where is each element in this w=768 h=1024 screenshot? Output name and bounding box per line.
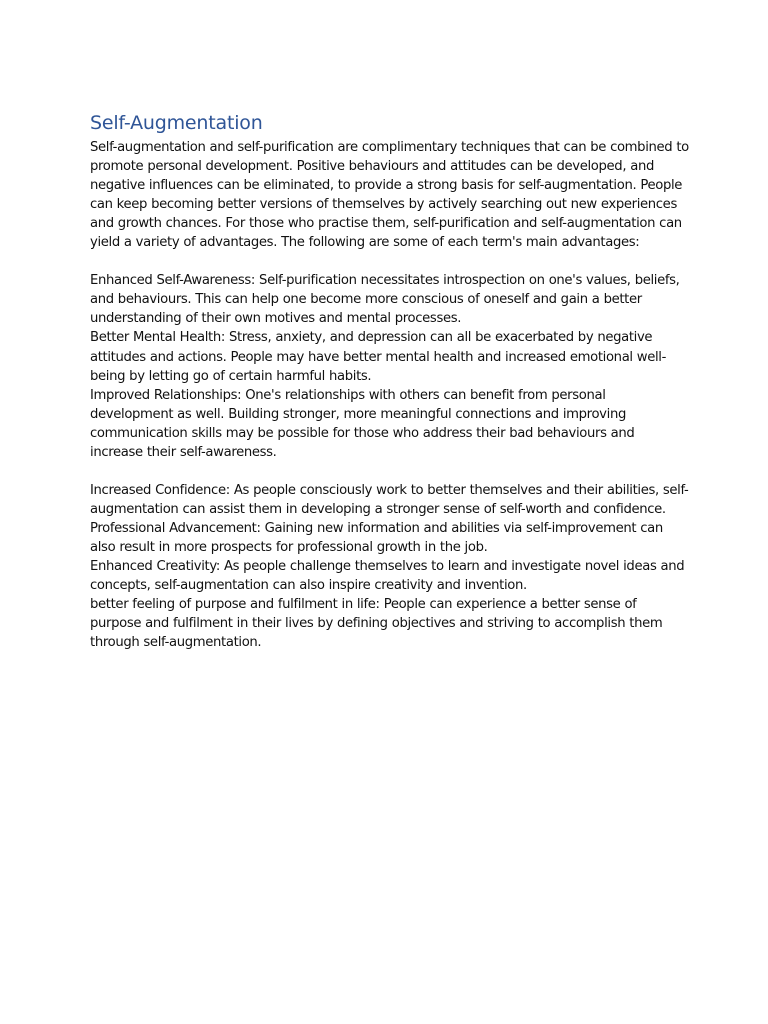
document-body (90, 110, 690, 652)
advantage-self-awareness: Enhanced Self-Awareness: Self-purification necessitates introspection on one's values, beliefs, and behaviours. This can help one become more conscious of oneself and gain a better understanding of their own motives and mental processes. (90, 273, 680, 327)
advantage-confidence: Increased Confidence: As people consciously work to better themselves and their abilities, self-augmentation can assist them in developing a stronger sense of self-worth and confidence. (90, 482, 689, 517)
advantage-mental-health: Better Mental Health: Stress, anxiety, and depression can all be exacerbated by negative attitudes and actions. People may have better mental health and increased emotional well-being by letting go of certain harmful habits. (90, 330, 667, 384)
advantage-relationships: Improved Relationships: One's relationships with others can benefit from personal development as well. Building stronger, more meaningful connections and improving communication skills may be possible for those who address their bad behaviours and increase their self-awareness. (90, 387, 635, 460)
advantage-professional: Professional Advancement: Gaining new information and abilities via self-improvement can also result in more prospects for professional growth in the job. (90, 520, 663, 555)
intro-paragraph: Self-augmentation and self-purification are complimentary techniques that can be combined to promote personal development. Positive behaviours and attitudes can be developed, and negative influences can be eliminated, to provide a strong basis for self-augmentation. People can keep becoming better versions of themselves by actively searching out new experiences and growth chances. For those who practise them, self-purification and self-augmentation can yield a variety of advantages. The following are some of each term's main advantages: (90, 140, 689, 251)
advantage-purpose: better feeling of purpose and fulfilment in life: People can experience a better sense of purpose and fulfilment in their lives by defining objectives and striving to accomplish them through self-augmentation. (90, 597, 663, 651)
document-title: Self-Augmentation (90, 112, 263, 134)
advantage-creativity: Enhanced Creativity: As people challenge themselves to learn and investigate novel ideas and concepts, self-augmentation can also inspire creativity and invention. (90, 559, 685, 594)
